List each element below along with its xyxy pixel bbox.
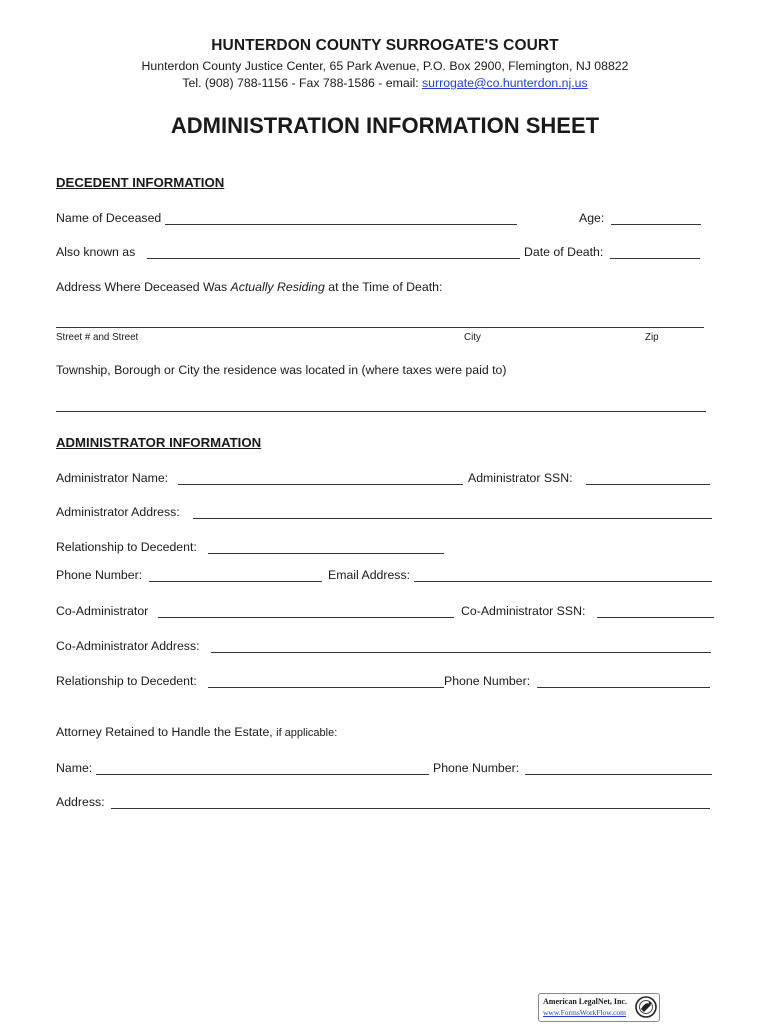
- court-name: HUNTERDON COUNTY SURROGATE'S COURT: [211, 37, 559, 54]
- co-admin-address-field[interactable]: [211, 652, 711, 653]
- township-label: Township, Borough or City the residence was located in (where taxes were paid to): [56, 363, 507, 377]
- court-contact: [0, 76, 770, 90]
- attorney-address-field[interactable]: [111, 808, 710, 809]
- attorney-label: [56, 725, 337, 739]
- attorney-name-label: Name:: [56, 761, 93, 775]
- attorney-address-label: Address:: [56, 795, 105, 809]
- admin-ssn-field[interactable]: [586, 484, 710, 485]
- residence-label-post: at the Time of Death:: [324, 280, 443, 294]
- admin-ssn-label: Administrator SSN:: [468, 471, 573, 485]
- date-of-death-label: Date of Death:: [524, 245, 604, 259]
- attorney-phone-label: Phone Number:: [433, 761, 520, 775]
- admin-phone-label: Phone Number:: [56, 568, 143, 582]
- page-title: ADMINISTRATION INFORMATION SHEET: [170, 113, 600, 138]
- publisher-badge: [538, 993, 660, 1022]
- co-admin-field[interactable]: [158, 617, 454, 618]
- admin-phone-field[interactable]: [149, 581, 322, 582]
- email-link[interactable]: surrogate@co.hunterdon.nj.us: [422, 76, 588, 90]
- age-label: Age:: [579, 211, 605, 225]
- attorney-name-field[interactable]: [96, 774, 429, 775]
- admin-address-field[interactable]: [193, 518, 712, 519]
- attorney-phone-field[interactable]: [525, 774, 712, 775]
- street-caption: Street # and Street: [56, 332, 139, 343]
- co-admin-ssn-field[interactable]: [597, 617, 714, 618]
- co-admin-address-label: Co-Administrator Address:: [56, 639, 200, 653]
- administrator-heading: ADMINISTRATOR INFORMATION: [56, 435, 262, 450]
- township-field[interactable]: [56, 411, 706, 412]
- co-admin-phone-label: Phone Number:: [444, 674, 531, 688]
- contact-phone-fax: Tel. (908) 788-1156 - Fax 788-1586 - email:: [182, 76, 423, 90]
- residence-label-pre: Address Where Deceased Was: [56, 280, 231, 294]
- age-field[interactable]: [611, 224, 701, 225]
- publisher-name: American LegalNet, Inc.: [543, 997, 627, 1006]
- co-admin-relationship-label: Relationship to Decedent:: [56, 674, 197, 688]
- admin-relationship-field[interactable]: [208, 553, 444, 554]
- admin-name-label: Administrator Name:: [56, 471, 169, 485]
- date-of-death-field[interactable]: [610, 258, 700, 259]
- zip-caption: Zip: [645, 332, 659, 343]
- aka-label: Also known as: [56, 245, 136, 259]
- attorney-label-note: if applicable:: [276, 727, 338, 739]
- admin-address-label: Administrator Address:: [56, 505, 180, 519]
- co-admin-ssn-label: Co-Administrator SSN:: [461, 604, 586, 618]
- admin-name-field[interactable]: [178, 484, 463, 485]
- admin-relationship-label: Relationship to Decedent:: [56, 540, 197, 554]
- residence-label-emphasis: Actually Residing: [230, 280, 325, 294]
- aka-field[interactable]: [147, 258, 520, 259]
- co-admin-label: Co-Administrator: [56, 604, 149, 618]
- admin-email-label: Email Address:: [328, 568, 411, 582]
- deceased-name-field[interactable]: [165, 224, 517, 225]
- co-admin-phone-field[interactable]: [537, 687, 710, 688]
- publisher-logo-icon: [635, 996, 657, 1023]
- residence-label: [56, 280, 442, 294]
- court-address: Hunterdon County Justice Center, 65 Park Avenue, P.O. Box 2900, Flemington, NJ 08822: [141, 59, 629, 73]
- admin-email-field[interactable]: [414, 581, 712, 582]
- attorney-label-main: Attorney Retained to Handle the Estate,: [56, 725, 277, 739]
- decedent-heading: DECEDENT INFORMATION: [56, 175, 225, 190]
- deceased-name-label: Name of Deceased: [56, 211, 162, 225]
- city-caption: City: [464, 332, 481, 343]
- co-admin-relationship-field[interactable]: [208, 687, 444, 688]
- residence-address-field[interactable]: [56, 327, 704, 328]
- publisher-url[interactable]: www.FormsWorkFlow.com: [543, 1008, 627, 1017]
